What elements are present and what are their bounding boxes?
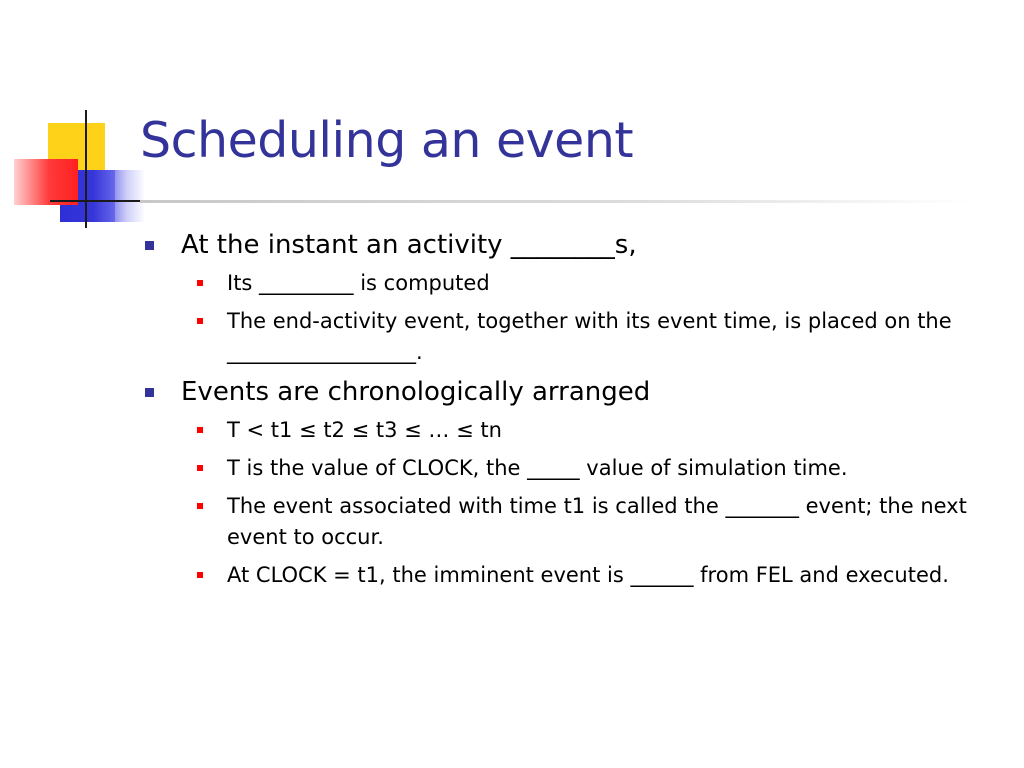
square-bullet-icon <box>197 427 203 433</box>
sub-bullet-text: T < t1 ≤ t2 ≤ t3 ≤ … ≤ tn <box>227 418 502 442</box>
bullet-level2 <box>140 491 1000 553</box>
bullet-level2 <box>140 268 1000 299</box>
square-bullet-icon <box>197 318 203 324</box>
bullet-level1 <box>140 375 1000 409</box>
square-bullet-icon <box>197 465 203 471</box>
bullet-level2 <box>140 306 1000 368</box>
square-bullet-icon <box>145 241 154 250</box>
decorative-red-bar <box>14 159 78 205</box>
square-bullet-icon <box>197 572 203 578</box>
sub-bullet-text: At CLOCK = t1, the imminent event is ______ from FEL and executed. <box>227 563 949 587</box>
bullet-level2 <box>140 453 1000 484</box>
decorative-vertical-line <box>85 110 87 228</box>
square-bullet-icon <box>197 280 203 286</box>
bullet-text: At the instant an activity ________s, <box>181 230 637 260</box>
sub-bullet-text: T is the value of CLOCK, the _____ value of simulation time. <box>227 456 848 480</box>
decorative-horizontal-line <box>50 200 140 202</box>
square-bullet-icon <box>145 388 154 397</box>
decorative-blue-gradient <box>105 170 145 222</box>
slide-title: Scheduling an event <box>140 112 634 169</box>
bullet-level1 <box>140 228 1000 262</box>
title-underline <box>140 200 970 203</box>
square-bullet-icon <box>197 503 203 509</box>
bullet-text: Events are chronologically arranged <box>181 377 651 407</box>
sub-bullet-text: The event associated with time t1 is called the _______ event; the next event to occur. <box>227 494 967 549</box>
bullet-level2 <box>140 560 1000 591</box>
sub-bullet-text: Its _________ is computed <box>227 271 490 295</box>
sub-bullet-list <box>140 268 1000 368</box>
sub-bullet-list <box>140 415 1000 591</box>
sub-bullet-text: The end-activity event, together with its event time, is placed on the __________________. <box>227 309 952 364</box>
bullet-level2 <box>140 415 1000 446</box>
slide-content <box>140 228 1000 598</box>
